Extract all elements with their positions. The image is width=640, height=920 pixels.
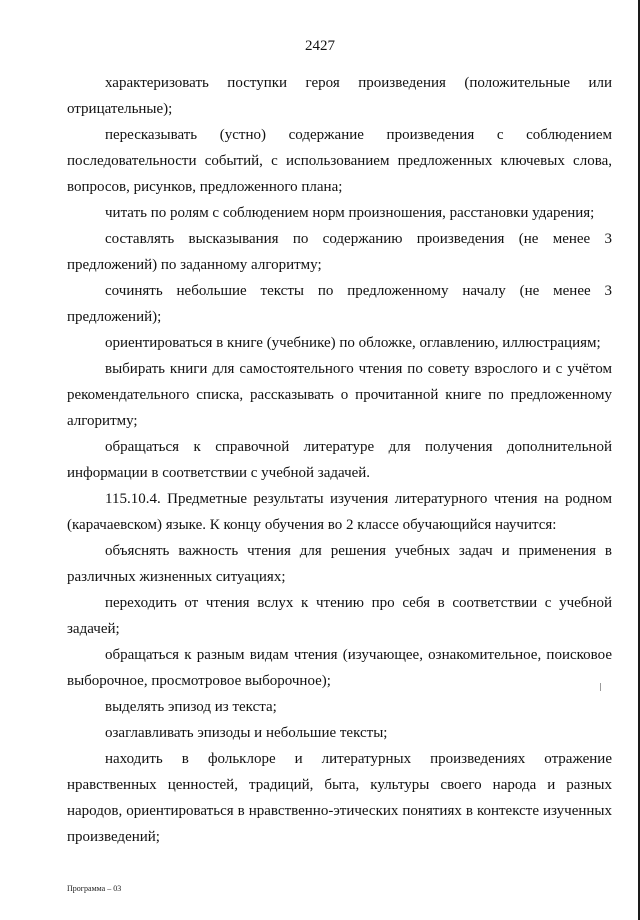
- paragraph: пересказывать (устно) содержание произведения с соблюдением последовательности событий, с использованием предложенных ключевых слова, вопросов, рисунков, предложенного плана;: [67, 127, 612, 195]
- paragraph: обращаться к разным видам чтения (изучающее, ознакомительное, поисковое выборочное, просмотровое выборочное);: [67, 647, 612, 689]
- paragraph: объяснять важность чтения для решения учебных задач и применения в различных жизненных ситуациях;: [67, 543, 612, 585]
- paragraph: читать по ролям с соблюдением норм произношения, расстановки ударения;: [105, 205, 595, 221]
- page-number: 2427: [305, 38, 335, 54]
- page-footer: Программа – 03: [67, 884, 122, 893]
- paragraph: характеризовать поступки героя произведения (положительные или отрицательные);: [67, 75, 612, 117]
- scan-artifact: [600, 683, 601, 691]
- document-body: [67, 70, 612, 850]
- paragraph: выделять эпизод из текста;: [105, 699, 277, 715]
- paragraph: ориентироваться в книге (учебнике) по обложке, оглавлению, иллюстрациям;: [105, 335, 601, 351]
- paragraph: находить в фольклоре и литературных произведениях отражение нравственных ценностей, традиций, быта, культуры своего народа и разных народов, ориентироваться в нравственно-этических понятиях в контексте изученных произведений;: [67, 751, 612, 845]
- paragraph: выбирать книги для самостоятельного чтения по совету взрослого и с учётом рекомендательного списка, рассказывать о прочитанной книге по предложенному алгоритму;: [67, 361, 612, 429]
- paragraph: сочинять небольшие тексты по предложенному началу (не менее 3 предложений);: [67, 283, 612, 325]
- section-heading-paragraph: 115.10.4. Предметные результаты изучения литературного чтения на родном (карачаевском) языке. К концу обучения во 2 классе обучающийся научится:: [67, 491, 612, 533]
- paragraph: переходить от чтения вслух к чтению про себя в соответствии с учебной задачей;: [67, 595, 612, 637]
- paragraph: составлять высказывания по содержанию произведения (не менее 3 предложений) по заданному алгоритму;: [67, 231, 612, 273]
- paragraph: озаглавливать эпизоды и небольшие тексты;: [105, 725, 388, 741]
- paragraph: обращаться к справочной литературе для получения дополнительной информации в соответствии с учебной задачей.: [67, 439, 612, 481]
